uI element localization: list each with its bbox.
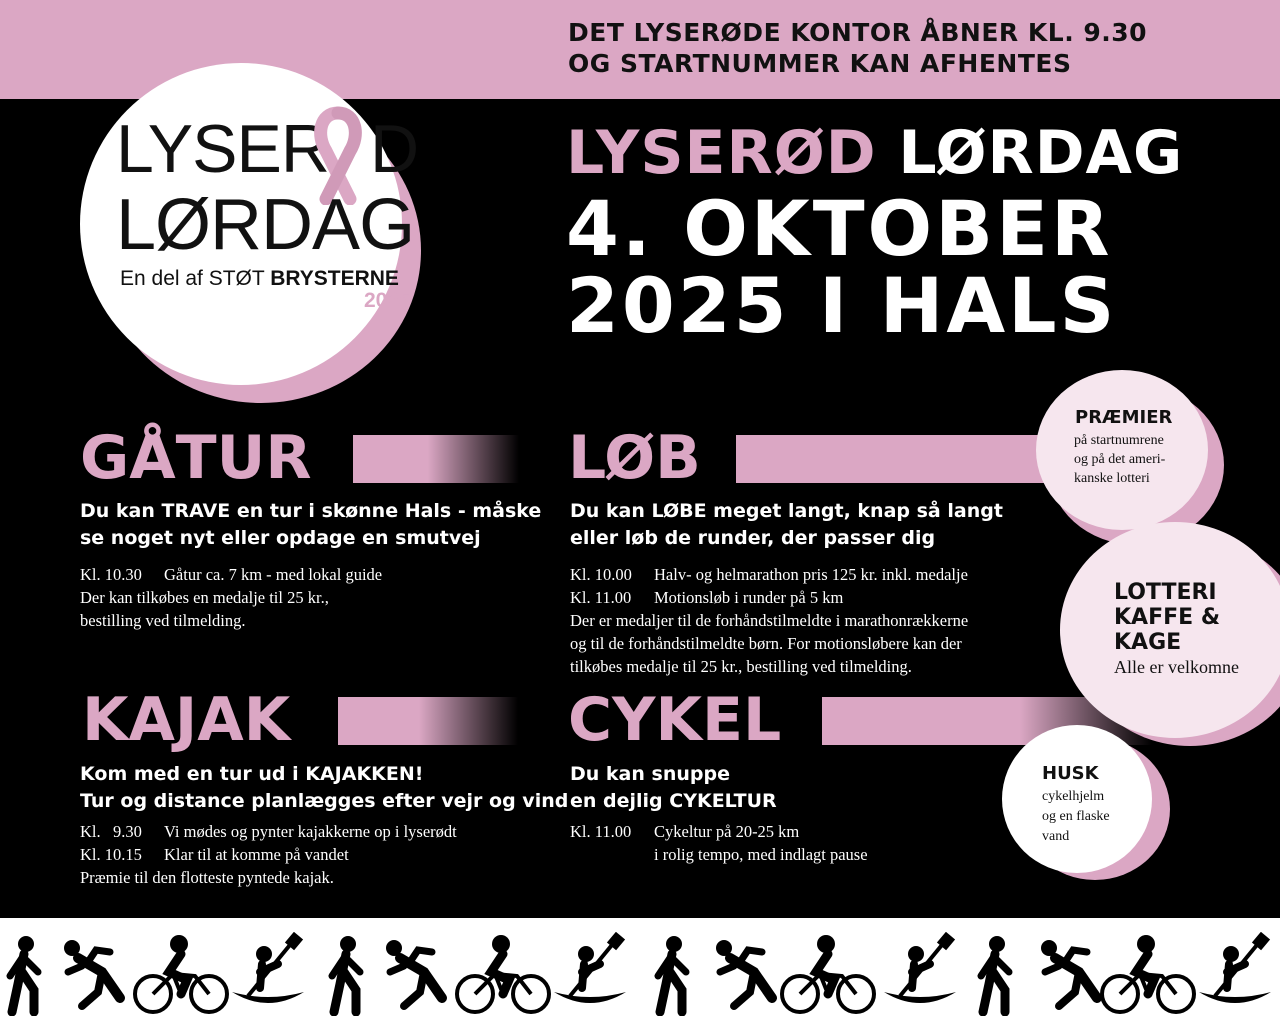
- runner-icon: [710, 932, 780, 1016]
- gatur-bar: [353, 435, 519, 483]
- kajak-text-1: Vi mødes og pynter kajakkerne op i lyserødt: [164, 822, 457, 841]
- praemier-text: [1074, 431, 1165, 488]
- cykel-detail-1: [570, 820, 799, 843]
- cykel-time-1: Kl. 11.00: [570, 822, 632, 841]
- runner-icon: [58, 932, 128, 1016]
- gatur-subtitle-2: se noget nyt eller opdage en smutvej: [80, 527, 481, 549]
- lob-detail-5: tilkøbes medalje til 25 kr., bestilling ved tilmelding.: [570, 657, 912, 676]
- kajak-detail-1: [80, 820, 457, 843]
- husk-text: [1042, 787, 1110, 847]
- headline-pink: LYSERØD: [566, 118, 877, 188]
- lotteri-line-1: LOTTERI: [1114, 580, 1217, 605]
- lob-detail-2: [570, 586, 843, 609]
- banner-line-2: OG STARTNUMMER KAN AFHENTES: [568, 49, 1072, 78]
- praemier-line-3: kanske lotteri: [1074, 471, 1150, 486]
- walker-icon: [652, 932, 696, 1016]
- gatur-text-1: Gåtur ca. 7 km - med lokal guide: [164, 565, 383, 584]
- cykel-subtitle-2: en dejlig CYKELTUR: [570, 790, 777, 812]
- kajak-time-1: Kl. 9.30: [80, 822, 142, 841]
- section-title-lob: LØB: [568, 423, 701, 493]
- kayaker-icon: [1195, 932, 1275, 1016]
- activity-icon-strip: [0, 918, 1280, 1024]
- lob-detail-4: og til de forhåndstilmeldte børn. For motionsløbere kan der: [570, 634, 962, 653]
- logo-word-lyser: LYSER: [116, 111, 329, 187]
- runner-icon: [380, 932, 450, 1016]
- runner-icon: [1035, 932, 1105, 1016]
- kayaker-icon: [228, 932, 308, 1016]
- walker-icon: [4, 932, 48, 1016]
- section-title-kajak: KAJAK: [82, 685, 291, 755]
- lob-subtitle-1: Du kan LØBE meget langt, knap så langt: [570, 500, 1003, 522]
- praemier-bubble: [1036, 370, 1208, 530]
- walker-icon: [326, 932, 370, 1016]
- lotteri-title: [1114, 580, 1220, 655]
- logo-year: 2025: [364, 289, 411, 312]
- lotteri-bubble: [1060, 522, 1280, 738]
- lob-detail-3: Der er medaljer til de forhåndstilmeldte i marathonrækkerne: [570, 611, 969, 630]
- lob-time-2: Kl. 11.00: [570, 588, 632, 607]
- lob-detail-1: [570, 563, 968, 586]
- cykel-text-1: Cykeltur på 20-25 km: [654, 822, 800, 841]
- kajak-text-2: Klar til at komme på vandet: [164, 845, 349, 864]
- logo-word-lordag: LØRDAG: [116, 185, 415, 265]
- section-title-cykel: CYKEL: [568, 685, 782, 755]
- logo-tagline: [120, 267, 399, 291]
- praemier-line-1: på startnumrene: [1074, 433, 1164, 448]
- cyclist-icon: [1100, 932, 1196, 1016]
- cykel-detail-2: i rolig tempo, med indlagt pause: [654, 845, 868, 864]
- husk-bubble: [1002, 725, 1152, 873]
- lob-bar: [736, 435, 1046, 483]
- lob-subtitle-2: eller løb de runder, der passer dig: [570, 527, 936, 549]
- kajak-bar: [338, 697, 518, 745]
- cyclist-icon: [780, 932, 876, 1016]
- headline-date: 4. OKTOBER: [566, 184, 1113, 273]
- kajak-subtitle-2: Tur og distance planlægges efter vejr og vind: [80, 790, 569, 812]
- lotteri-text: Alle er velkomne: [1114, 657, 1239, 677]
- logo-tagline-prefix: En del af STØT: [120, 267, 271, 290]
- husk-title: HUSK: [1042, 763, 1099, 784]
- praemier-line-2: og på det ameri-: [1074, 452, 1166, 467]
- kayaker-icon: [880, 932, 960, 1016]
- kajak-subtitle-1: Kom med en tur ud i KAJAKKEN!: [80, 763, 424, 785]
- cyclist-icon: [455, 932, 551, 1016]
- husk-line-3: vand: [1042, 829, 1070, 844]
- logo-word-d: D: [370, 111, 420, 187]
- kajak-detail-3: Præmie til den flotteste pyntede kajak.: [80, 868, 334, 887]
- gatur-detail-2: Der kan tilkøbes en medalje til 25 kr.,: [80, 588, 329, 607]
- lob-text-1: Halv- og helmarathon pris 125 kr. inkl. medalje: [654, 565, 968, 584]
- lob-text-2: Motionsløb i runder på 5 km: [654, 588, 844, 607]
- husk-line-1: cykelhjelm: [1042, 789, 1105, 804]
- praemier-title: PRÆMIER: [1075, 407, 1173, 428]
- lotteri-line-2: KAFFE &: [1114, 605, 1221, 630]
- cyclist-icon: [133, 932, 229, 1016]
- gatur-subtitle-1: Du kan TRAVE en tur i skønne Hals - måske: [80, 500, 542, 522]
- walker-icon: [975, 932, 1019, 1016]
- kajak-time-2: Kl. 10.15: [80, 845, 142, 864]
- headline-white: LØRDAG: [876, 118, 1184, 188]
- headline-place: 2025 I HALS: [566, 261, 1118, 350]
- husk-line-2: og en flaske: [1042, 809, 1110, 824]
- gatur-detail-3: bestilling ved tilmelding.: [80, 611, 246, 630]
- headline-line-1: [566, 118, 1183, 188]
- event-logo: [80, 63, 420, 385]
- kayaker-icon: [550, 932, 630, 1016]
- kajak-detail-2: [80, 843, 349, 866]
- lotteri-line-3: KAGE: [1114, 630, 1182, 655]
- lob-time-1: Kl. 10.00: [570, 565, 632, 584]
- section-title-gatur: GÅTUR: [80, 423, 312, 493]
- banner-line-1: DET LYSERØDE KONTOR ÅBNER KL. 9.30: [568, 18, 1148, 47]
- gatur-detail-1: [80, 563, 382, 586]
- logo-tagline-bold: BRYSTERNE: [270, 267, 399, 290]
- gatur-time-1: Kl. 10.30: [80, 565, 142, 584]
- cykel-subtitle-1: Du kan snuppe: [570, 763, 730, 785]
